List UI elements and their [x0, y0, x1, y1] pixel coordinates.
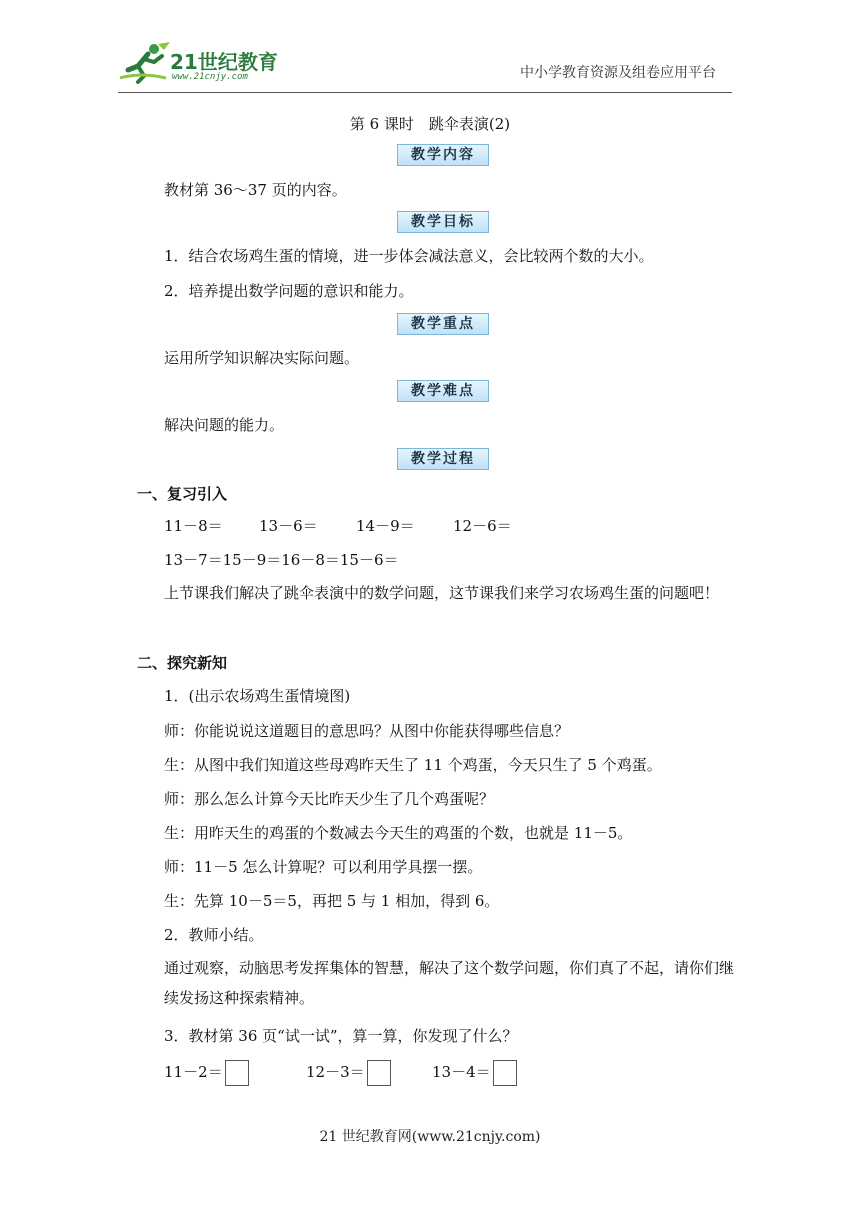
try-equation-text: 13－4＝: [432, 1063, 491, 1081]
goal-item-1: 1．结合农场鸡生蛋的情境，进一步体会减法意义，会比较两个数的大小。: [164, 247, 654, 265]
lesson-title: 第 6 课时 跳伞表演(2): [349, 115, 511, 133]
goal-item-2: 2．培养提出数学问题的意识和能力。: [164, 282, 414, 300]
difficulty-text: 解决问题的能力。: [164, 416, 285, 434]
answer-box[interactable]: [225, 1060, 249, 1086]
key-text: 运用所学知识解决实际问题。: [164, 349, 360, 367]
explore-line-6: 师：11－5 怎么计算呢？可以利用学具摆一摆。: [164, 858, 483, 876]
platform-name: 中小学教育资源及组卷应用平台: [520, 65, 716, 81]
badge-key: 教学重点: [397, 313, 489, 335]
explore-line-4: 师：那么怎么计算今天比昨天少生了几个鸡蛋呢？: [164, 790, 495, 808]
answer-box[interactable]: [367, 1060, 391, 1086]
badge-content: 教学内容: [397, 144, 489, 166]
try-equation-1: [164, 1060, 306, 1086]
answer-box[interactable]: [493, 1060, 517, 1086]
logo-url: www.21cnjy.com: [172, 72, 248, 82]
site-logo: [118, 42, 288, 92]
explore-line-5: 生：用昨天生的鸡蛋的个数减去今天生的鸡蛋的个数，也就是 11－5。: [164, 824, 633, 842]
review-chain: 13－7＝15－9＝16－8＝15－6＝: [164, 551, 399, 569]
try-equation-2: [306, 1060, 432, 1086]
header-divider: [118, 92, 732, 93]
explore-line-8: 2．教师小结。: [164, 926, 264, 944]
badge-process: 教学过程: [397, 448, 489, 470]
review-equation: 14－9＝: [356, 517, 415, 535]
review-equation: 13－6＝: [259, 517, 318, 535]
explore-line-7: 生：先算 10－5＝5，再把 5 与 1 相加，得到 6。: [164, 892, 500, 910]
explore-summary: 通过观察，动脑思考发挥集体的智慧，解决了这个数学问题，你们真了不起，请你们继续发扬这种探索精神。: [164, 959, 735, 1007]
logo-text: 21世纪教育: [170, 50, 278, 74]
try-equation-text: 12－3＝: [306, 1063, 365, 1081]
badge-goals: 教学目标: [397, 211, 489, 233]
explore-line-3: 生：从图中我们知道这些母鸡昨天生了 11 个鸡蛋，今天只生了 5 个鸡蛋。: [164, 756, 662, 774]
explore-line-2: 师：你能说说这道题目的意思吗？从图中你能获得哪些信息？: [164, 722, 570, 740]
review-equations: [164, 515, 512, 536]
explore-heading: 二、探究新知: [137, 654, 228, 672]
try-equations: [164, 1060, 517, 1088]
content-text: 教材第 36～37 页的内容。: [164, 181, 347, 199]
try-equation-text: 11－2＝: [164, 1063, 223, 1081]
page-footer: 21 世纪教育网(www.21cnjy.com): [319, 1129, 541, 1145]
review-heading: 一、复习引入: [137, 485, 228, 503]
try-equation-3: [432, 1060, 517, 1086]
review-intro: 上节课我们解决了跳伞表演中的数学问题，这节课我们来学习农场鸡生蛋的问题吧！: [164, 584, 720, 602]
runner-logo-icon: [118, 42, 174, 84]
badge-difficulty: 教学难点: [397, 380, 489, 402]
explore-line-1: 1．(出示农场鸡生蛋情境图): [164, 687, 351, 705]
try-line: 3．教材第 36 页“试一试”，算一算，你发现了什么？: [164, 1027, 518, 1045]
review-equation: 12－6＝: [453, 517, 512, 535]
review-equation: 11－8＝: [164, 517, 223, 535]
